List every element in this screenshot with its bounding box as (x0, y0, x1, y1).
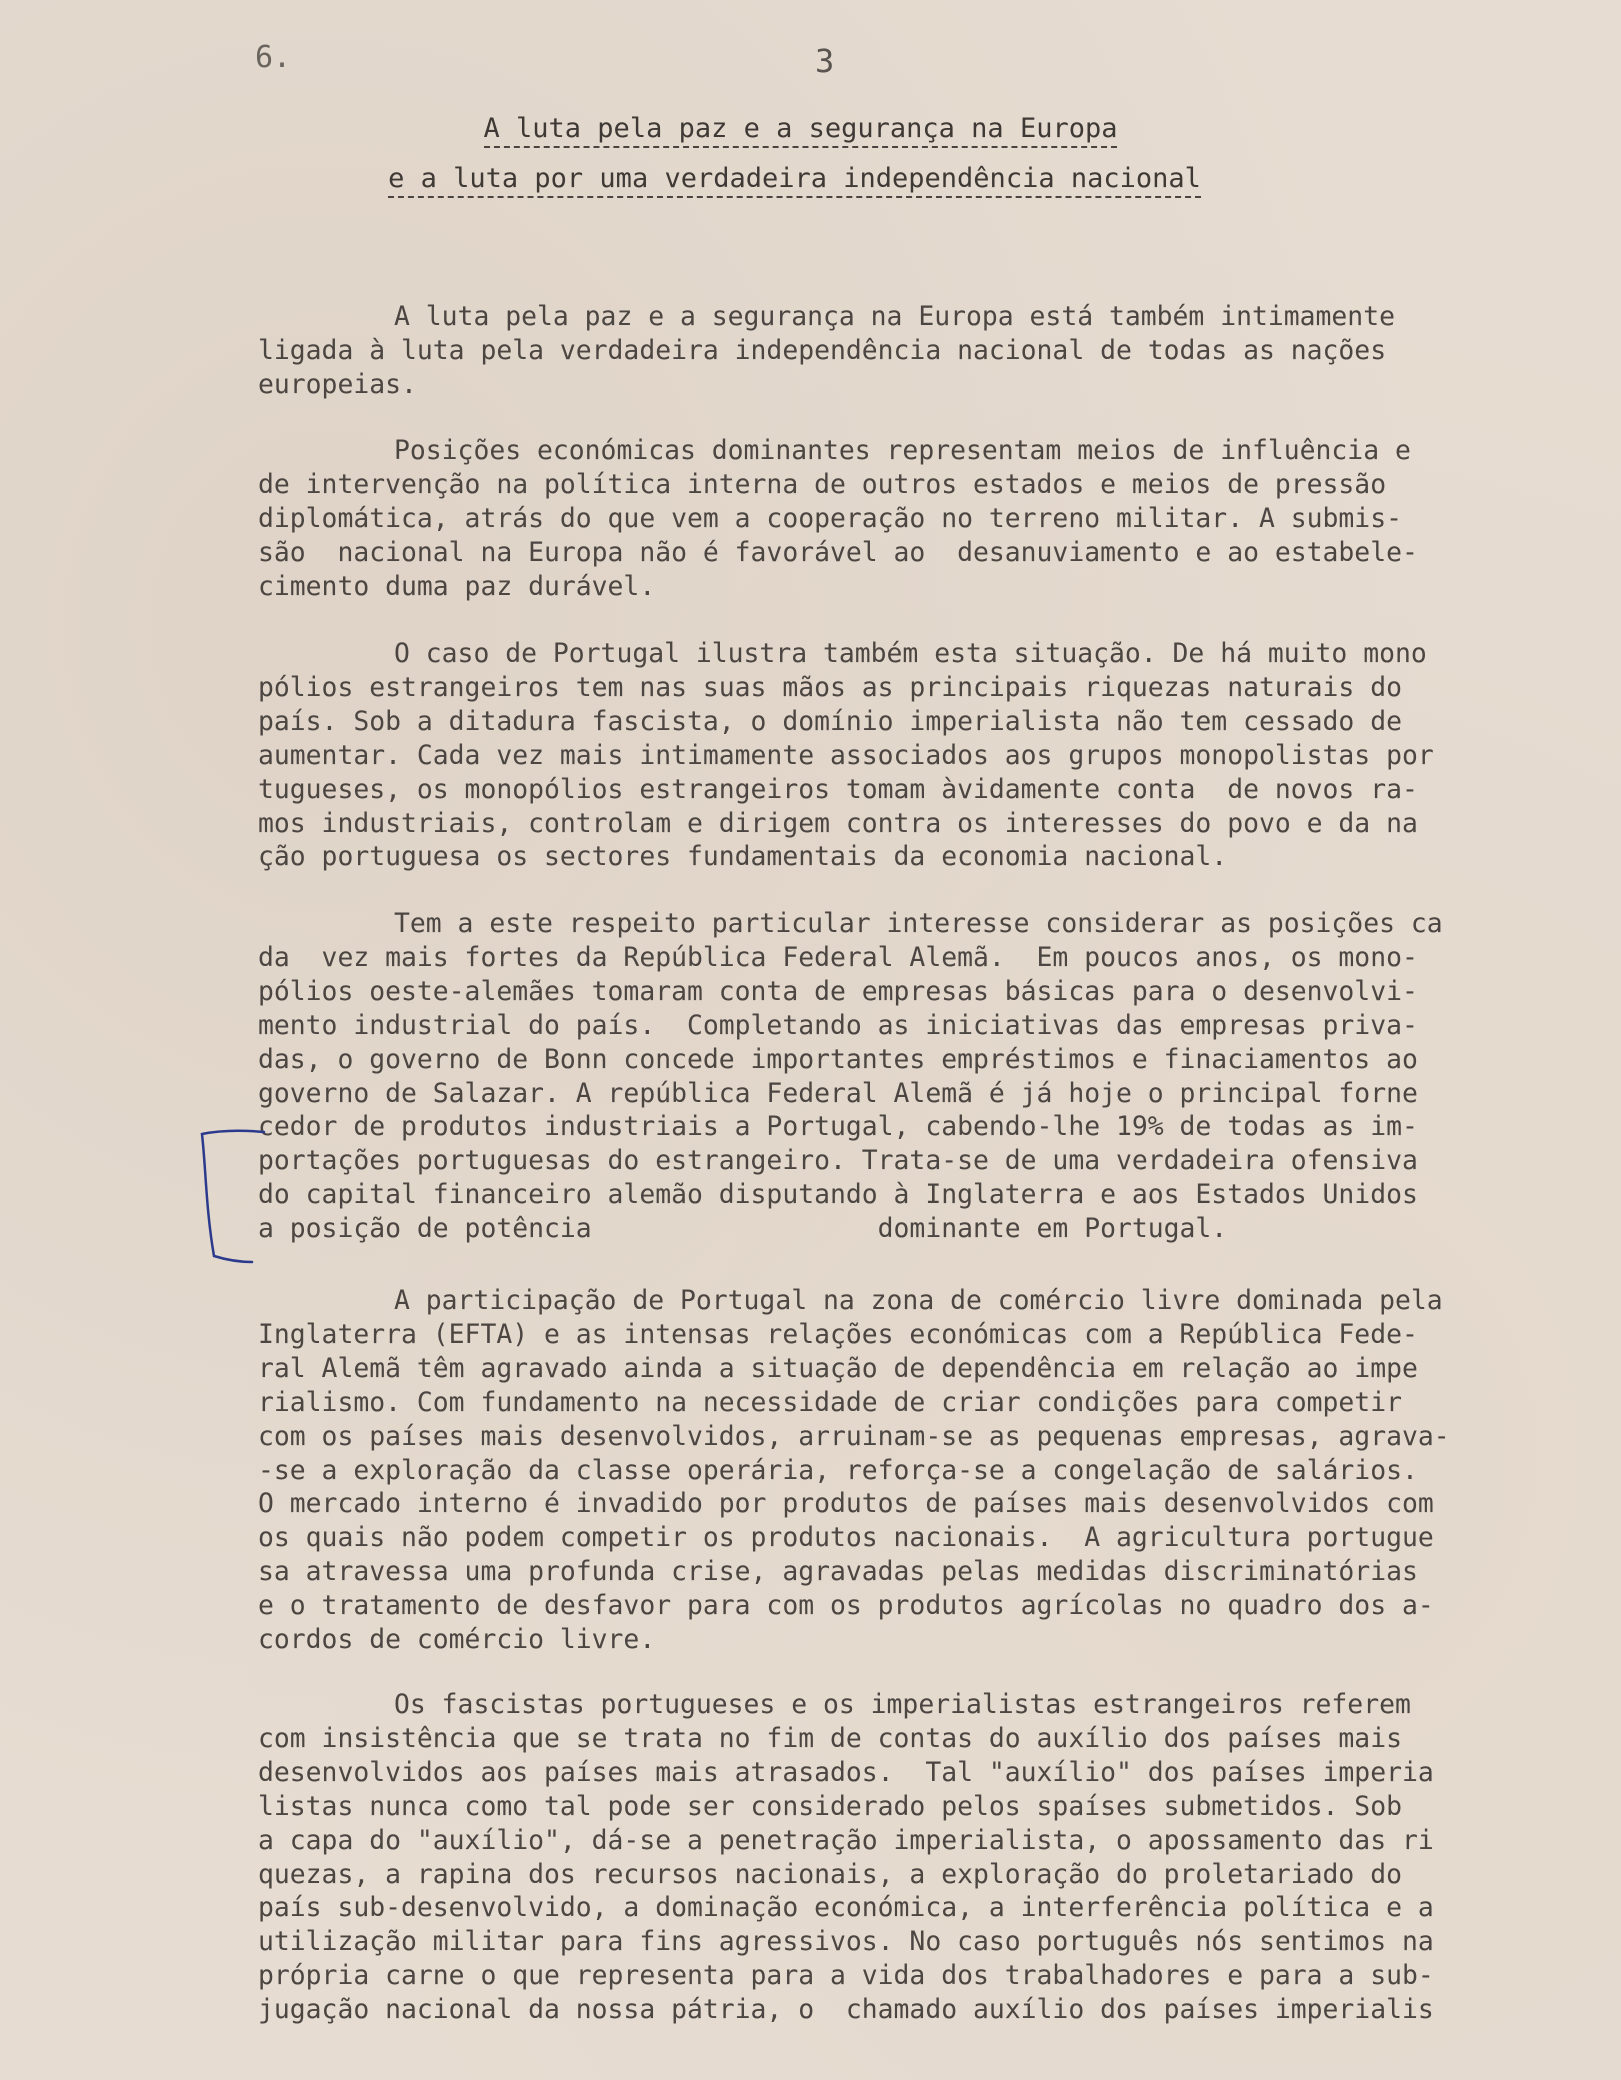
paragraph-line: jugação nacional da nossa pátria, o chamado auxílio dos países imperialis (258, 1994, 1434, 2026)
paragraph-line: cedor de produtos industriais a Portugal, cabendo-lhe 19% de todas as im- (258, 1111, 1418, 1143)
paragraph-line: tugueses, os monopólios estrangeiros tomam àvidamente conta de novos ra- (258, 773, 1418, 805)
paragraph-line: O caso de Portugal ilustra também esta situação. De há muito mono (394, 638, 1427, 669)
paragraph-line: ral Alemã têm agravado ainda a situação de dependência em relação ao impe (258, 1352, 1418, 1384)
paragraph-line: pólios oeste-alemães tomaram conta de empresas básicas para o desenvolvi- (258, 975, 1418, 1007)
paragraph-line: cimento duma paz durável. (258, 570, 656, 602)
paragraph-4 (258, 907, 1558, 1246)
paragraph-3 (258, 637, 1558, 874)
paragraph-line: governo de Salazar. A república Federal Alemã é já hoje o principal forne (258, 1077, 1418, 1109)
paragraph-line: mento industrial do país. Completando as iniciativas das empresas priva- (258, 1009, 1418, 1041)
paragraph-line: Tem a este respeito particular interesse considerar as posições ca (394, 908, 1443, 939)
paragraph-line: país. Sob a ditadura fascista, o domínio imperialista não tem cessado de (258, 705, 1402, 737)
margin-bracket-mark (192, 1120, 272, 1280)
paragraph-line: diplomática, atrás do que vem a cooperação no terreno militar. A submis- (258, 502, 1402, 534)
paragraph-line: com insistência que se trata no fim de contas do auxílio dos países mais (258, 1722, 1402, 1754)
title-line-2: e a luta por uma verdadeira independência nacional (0, 163, 1605, 194)
paragraph-line: aumentar. Cada vez mais intimamente associados aos grupos monopolistas por (258, 739, 1434, 771)
paragraph-6 (258, 1688, 1558, 2027)
paragraph-line: mos industriais, controlam e dirigem contra os interesses do povo e da na (258, 807, 1418, 839)
paragraph-5 (258, 1284, 1558, 1657)
paragraph-line: ligada à luta pela verdadeira independência nacional de todas as nações (258, 334, 1387, 366)
paragraph-line: Os fascistas portugueses e os imperialistas estrangeiros referem (394, 1689, 1411, 1720)
paragraph-line: Posições económicas dominantes representam meios de influência e (394, 435, 1411, 466)
paragraph-line: portações portuguesas do estrangeiro. Trata-se de uma verdadeira ofensiva (258, 1145, 1418, 1177)
paragraph-line: desenvolvidos aos países mais atrasados. Tal "auxílio" dos países imperia (258, 1756, 1434, 1788)
paragraph-line: Inglaterra (EFTA) e as intensas relações económicas com a República Fede- (258, 1318, 1418, 1350)
paragraph-line: própria carne o que representa para a vida dos trabalhadores e para a sub- (258, 1960, 1434, 1992)
paragraph-line: ção portuguesa os sectores fundamentais da economia nacional. (258, 841, 1228, 873)
paragraph-line: A luta pela paz e a segurança na Europa está também intimamente (394, 301, 1395, 332)
paragraph-line: sa atravessa uma profunda crise, agravadas pelas medidas discriminatórias (258, 1556, 1418, 1588)
paragraph-line: do capital financeiro alemão disputando à Inglaterra e aos Estados Unidos (258, 1179, 1418, 1211)
paragraph-line: cordos de comércio livre. (258, 1624, 656, 1656)
paragraph-line: -se a exploração da classe operária, reforça-se a congelação de salários. (258, 1454, 1418, 1486)
paragraph-line: da vez mais fortes da República Federal Alemã. Em poucos anos, os mono- (258, 941, 1418, 973)
paragraph-line: a capa do "auxílio", dá-se a penetração imperialista, o apossamento das ri (258, 1824, 1434, 1856)
paragraph-line: a posição de potência dominante em Portugal. (258, 1213, 1228, 1245)
paragraph-line: utilização militar para fins agressivos. No caso português nós sentimos na (258, 1926, 1434, 1958)
paragraph-line: quezas, a rapina dos recursos nacionais, a exploração do proletariado do (258, 1858, 1402, 1890)
paragraph-line: europeias. (258, 368, 417, 400)
paragraph-line: com os países mais desenvolvidos, arruinam-se as pequenas empresas, agrava- (258, 1420, 1450, 1452)
title-line-1: A luta pela paz e a segurança na Europa (0, 113, 1611, 144)
paragraph-line: são nacional na Europa não é favorável ao desanuviamento e ao estabele- (258, 536, 1418, 568)
paragraph-line: listas nunca como tal pode ser considerado pelos spaíses submetidos. Sob (258, 1790, 1402, 1822)
page-number: 3 (815, 42, 835, 80)
paragraph-line: país sub-desenvolvido, a dominação económica, a interferência política e a (258, 1892, 1434, 1924)
paragraph-line: A participação de Portugal na zona de comércio livre dominada pela (394, 1285, 1443, 1316)
paragraph-line: das, o governo de Bonn concede importantes empréstimos e finaciamentos ao (258, 1043, 1418, 1075)
paragraph-line: O mercado interno é invadido por produtos de países mais desenvolvidos com (258, 1488, 1434, 1520)
paragraph-line: e o tratamento de desfavor para com os produtos agrícolas no quadro dos a- (258, 1590, 1434, 1622)
paragraph-line: pólios estrangeiros tem nas suas mãos as principais riquezas naturais do (258, 671, 1402, 703)
paragraph-1 (258, 300, 1558, 402)
paragraph-2 (258, 434, 1558, 604)
page-number-left: 6. (255, 40, 292, 75)
paragraph-line: de intervenção na política interna de outros estados e meios de pressão (258, 468, 1387, 500)
paragraph-line: os quais não podem competir os produtos nacionais. A agricultura portugue (258, 1522, 1434, 1554)
paragraph-line: rialismo. Com fundamento na necessidade de criar condições para competir (258, 1386, 1402, 1418)
